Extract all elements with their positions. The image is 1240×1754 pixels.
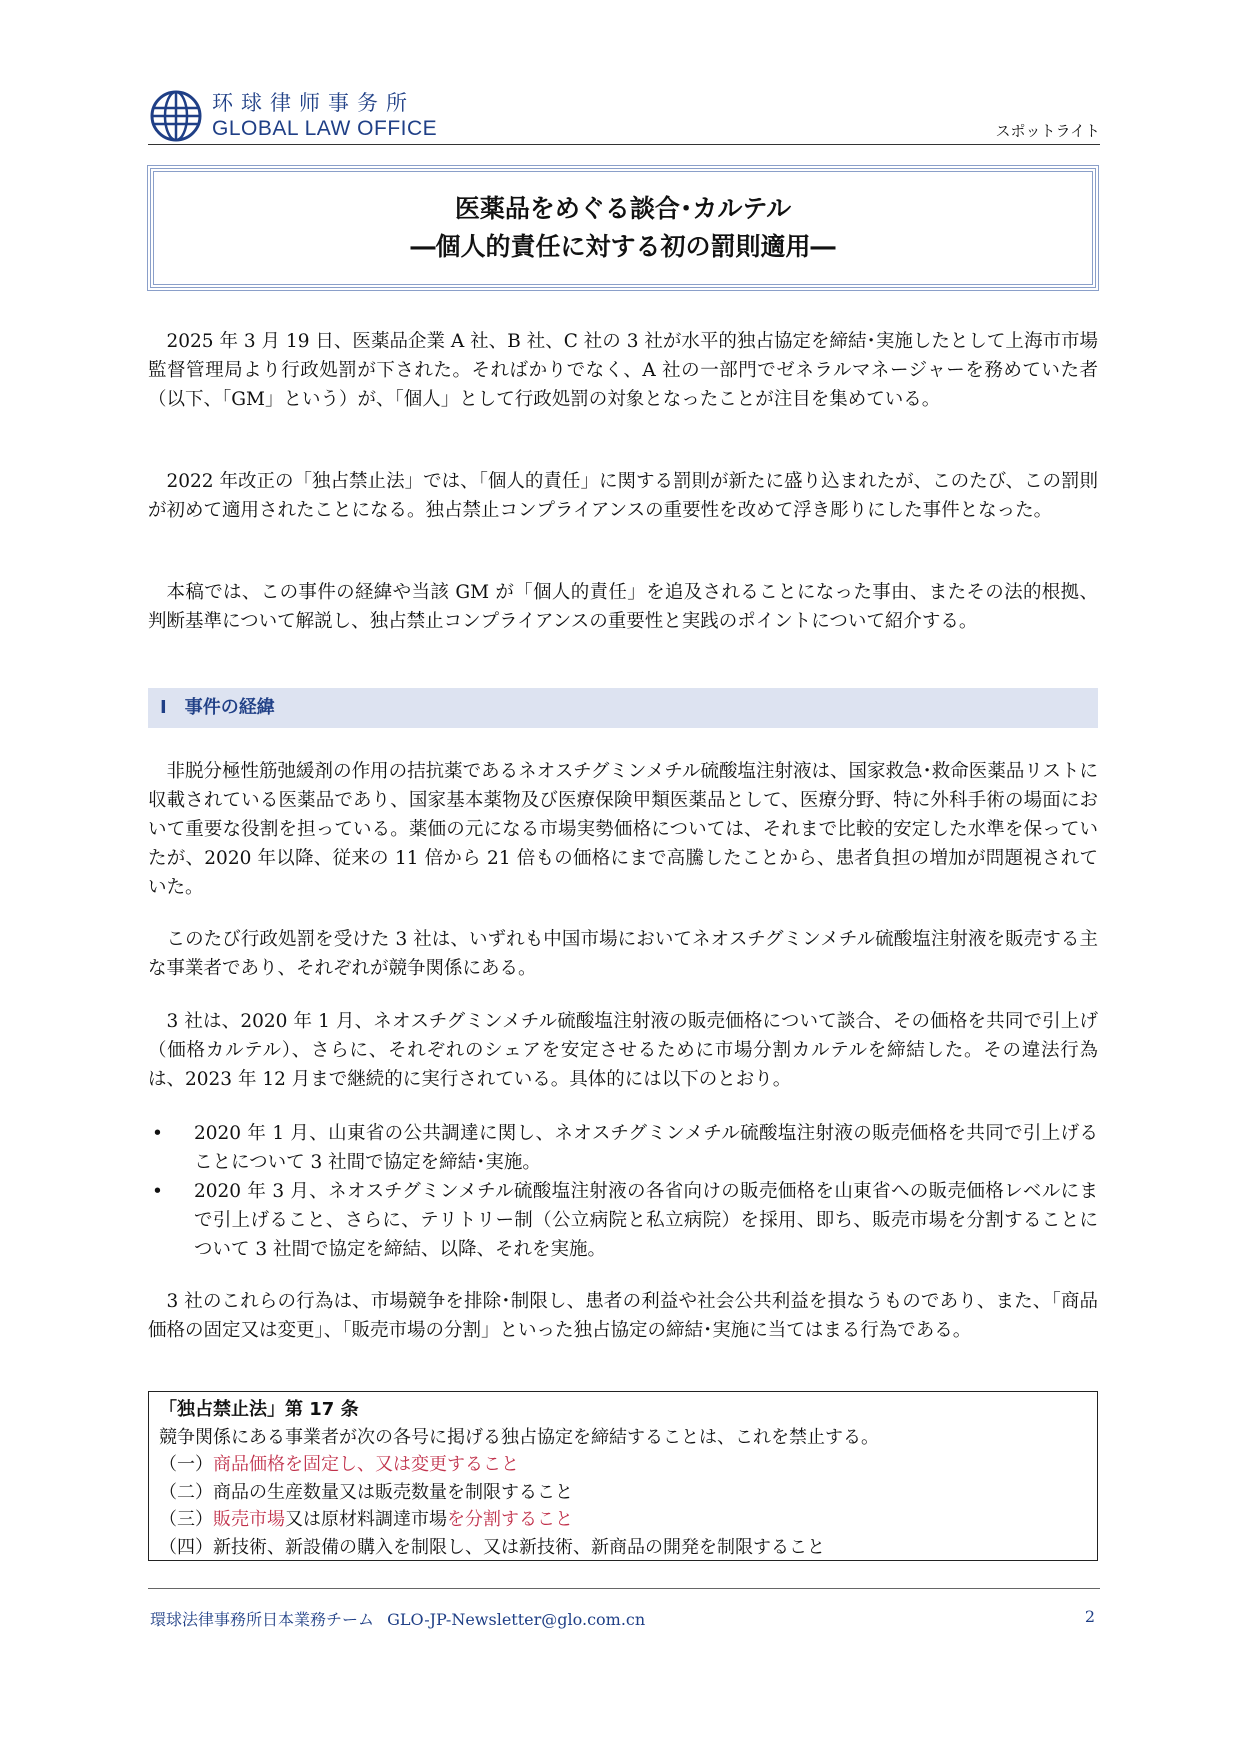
title-line-2: ―個人的責任に対する初の罰則適用― [410, 232, 836, 261]
highlighted-text: 販売市場 [213, 1509, 285, 1530]
footer-team: 環球法律事務所日本業務チーム [150, 1610, 375, 1629]
list-item: • 2020 年 1 月、山東省の公共調達に関し、ネオスチグミンメチル硫酸塩注射液の販売価格を共同で引上げることについて 3 社間で協定を締結･実施。 [148, 1119, 1098, 1177]
intro-paragraph-3-wrap [148, 578, 1098, 636]
section-tag: スポットライト [995, 122, 1100, 140]
footer-contact [150, 1607, 645, 1630]
logo [150, 86, 490, 146]
law-item-2: （二）商品の生産数量又は販売数量を制限すること [159, 1481, 573, 1503]
globe-logo-icon [150, 90, 202, 142]
law-intro: 競争関係にある事業者が次の各号に掲げる独占協定を締結することは、これを禁止する。 [159, 1426, 879, 1448]
section-paragraph: 3 社は、2020 年 1 月、ネオスチグミンメチル硫酸塩注射液の販売価格について談合、その価格を共同で引上げ（価格カルテル）、さらに、それぞれのシェアを安定させるために市場分割カルテルを締結した。その違法行為は、2023 年 12 月まで継続的に実行されている。具体的には以下のとおり。 [148, 1011, 1098, 1090]
section-paragraph-3-wrap [148, 1007, 1098, 1094]
bullet-list [148, 1119, 1098, 1264]
intro-paragraph: 2025 年 3 月 19 日、医薬品企業 A 社、B 社、C 社の 3 社が水平的独占協定を締結･実施したとして上海市市場監督管理局より行政処罰が下された。そればかりでなく、A 社の一部門でゼネラルマネージャーを務めていた者（以下、「GM」という）が、「個人」として行政処罰の対象となったことが注目を集めている。 [148, 331, 1098, 410]
section-heading: I 事件の経緯 [148, 688, 1098, 728]
intro-paragraph-2-wrap [148, 467, 1098, 525]
law-item-1: （一）商品価格を固定し、又は変更すること [159, 1454, 519, 1475]
section-closing-wrap [148, 1287, 1098, 1345]
highlighted-text: を分割すること [447, 1509, 573, 1530]
intro-paragraph: 本稿では、この事件の経緯や当該 GM が「個人的責任」を追及されることになった事由、またその法的根拠、判断基準について解説し、独占禁止コンプライアンスの重要性と実践のポイントについて紹介する。 [148, 582, 1098, 632]
section-closing-paragraph: 3 社のこれらの行為は、市場競争を排除･制限し、患者の利益や社会公共利益を損なうものであり、また、「商品価格の固定又は変更」、「販売市場の分割」といった独占協定の締結･実施に当てはまる行為である。 [148, 1291, 1098, 1341]
logo-chinese-name: 环球律师事务所 [212, 91, 415, 115]
section-paragraph-1-wrap [148, 757, 1098, 902]
intro-paragraph: 2022 年改正の「独占禁止法」では、「個人的責任」に関する罰則が新たに盛り込まれたが、このたび、この罰則が初めて適用されたことになる。独占禁止コンプライアンスの重要性を改めて浮き彫りにした事件となった。 [148, 471, 1098, 521]
intro-paragraph-1-wrap [148, 327, 1098, 414]
law-item-3: （三）販売市場又は原材料調達市場を分割すること [159, 1509, 573, 1530]
section-paragraph-2-wrap [148, 925, 1098, 983]
law-excerpt-box [148, 1391, 1098, 1561]
bullet-dot-icon: • [152, 1181, 163, 1202]
list-item: • 2020 年 3 月、ネオスチグミンメチル硫酸塩注射液の各省向けの販売価格を山東省への販売価格レベルにまで引上げること、さらに、テリトリー制（公立病院と私立病院）を採用、即ち、販売市場を分割することについて 3 社間で協定を締結、以降、それを実施。 [148, 1177, 1098, 1264]
footer-email-link[interactable]: GLO-JP-Newsletter@glo.com.cn [387, 1610, 646, 1629]
bullet-dot-icon: • [152, 1123, 163, 1144]
law-title: 「独占禁止法」第 17 条 [159, 1399, 359, 1420]
footer-divider [148, 1588, 1100, 1589]
title-line-1: 医薬品をめぐる談合･カルテル [454, 194, 792, 223]
section-paragraph: 非脱分極性筋弛緩剤の作用の拮抗薬であるネオスチグミンメチル硫酸塩注射液は、国家救急･救命医薬品リストに収載されている医薬品であり、国家基本薬物及び医療保険甲類医薬品として、医療分野、特に外科手術の場面において重要な役割を担っている。薬価の元になる市場実勢価格については、それまで比較的安定した水準を保っていたが、2020 年以降、従来の 11 倍から 21 倍もの価格にまで高騰したことから、患者負担の増加が問題視されていた。 [148, 761, 1098, 898]
header-divider [148, 144, 1100, 145]
highlighted-text: 商品価格を固定し、又は変更すること [213, 1454, 519, 1475]
logo-english-name: GLOBAL LAW OFFICE [212, 117, 438, 140]
title-box [150, 168, 1096, 288]
section-paragraph: このたび行政処罰を受けた 3 社は、いずれも中国市場においてネオスチグミンメチル硫酸塩注射液を販売する主な事業者であり、それぞれが競争関係にある。 [148, 929, 1098, 979]
page-number: 2 [1084, 1607, 1095, 1626]
law-item-4: （四）新技術、新設備の購入を制限し、又は新技術、新商品の開発を制限すること [159, 1536, 825, 1558]
